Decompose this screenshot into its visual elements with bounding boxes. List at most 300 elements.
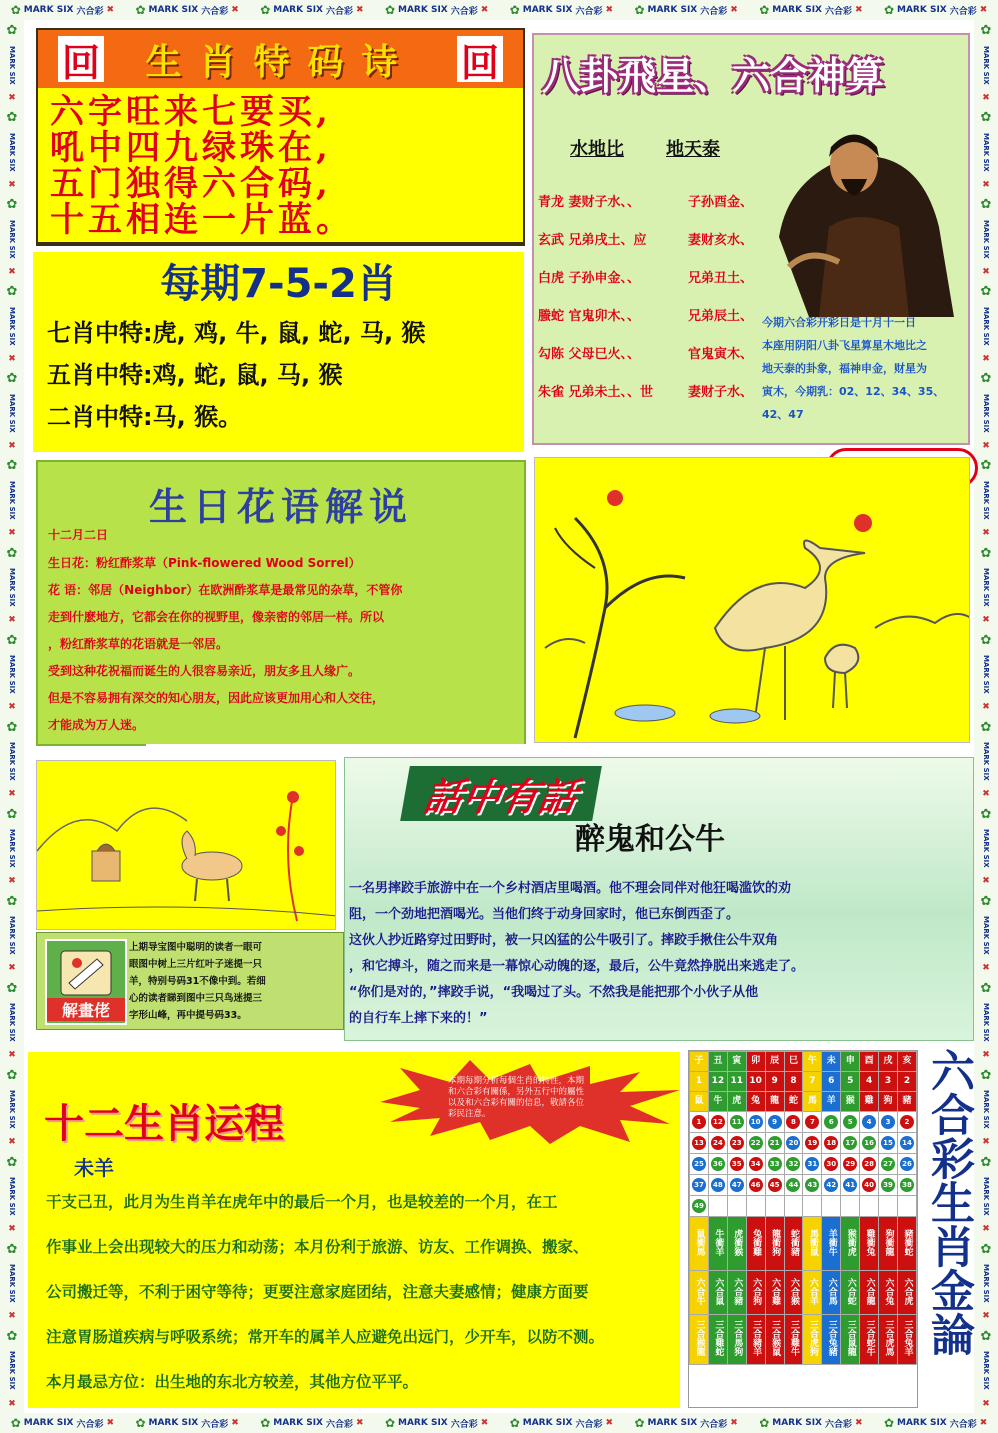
brand-en: MARK SIX (8, 219, 16, 259)
x-mark-icon: ✖ (982, 179, 990, 190)
number-ball: 5 (843, 1115, 857, 1129)
number-ball: 48 (711, 1178, 725, 1192)
frame-logo (11, 3, 114, 17)
number-ball: 41 (843, 1178, 857, 1192)
fortune-title: 十二生肖运程 (44, 1101, 284, 1147)
solution-icon (45, 939, 127, 1025)
starburst-text (448, 1076, 638, 1120)
x-mark-icon: ✖ (605, 1418, 614, 1428)
brand-cn: 六合彩 (450, 1419, 478, 1430)
number-ball: 33 (768, 1157, 782, 1171)
bagua-row-left: 玄武 兄弟戌土、应 (538, 232, 647, 248)
number-ball: 37 (692, 1178, 706, 1192)
x-mark-icon: ✖ (605, 5, 614, 15)
number-ball: 7 (805, 1115, 819, 1129)
brand-en: MARK SIX (982, 480, 990, 520)
frame-logo (759, 3, 862, 17)
x-mark-icon: ✖ (982, 1311, 990, 1322)
x-mark-icon: ✖ (480, 5, 489, 15)
brand-en: MARK SIX (8, 916, 16, 955)
flower-icon: ✿ (6, 893, 18, 909)
flower-icon: ✿ (260, 3, 271, 17)
fortune-line: 作事业上会出现较大的压力和动荡；本月份利于旅游、访友、工作调换、搬家、 (46, 1238, 589, 1256)
brand-cn: 六合彩 (575, 6, 603, 17)
flower-icon: ✿ (509, 1416, 520, 1430)
brand-en: MARK SIX (398, 5, 448, 15)
zodiac-sanhe: 三合猴龍 (694, 1320, 705, 1356)
bagua-note-line: 寅木，今期乳：02、12、34、35、 (762, 385, 945, 398)
frame-logo (385, 1416, 488, 1430)
number-ball: 36 (711, 1157, 725, 1171)
brand-cn: 六合彩 (201, 1419, 229, 1430)
zodiac-num: 10 (749, 1076, 762, 1086)
zodiac-num: 4 (865, 1076, 873, 1086)
flower-icon: ✿ (980, 545, 992, 561)
brand-cn: 六合彩 (201, 6, 229, 17)
flower-icon: ✿ (6, 1241, 18, 1257)
flower-icon: ✿ (980, 719, 992, 735)
brand-en: MARK SIX (522, 1418, 573, 1428)
frame-logo (260, 3, 363, 17)
number-ball: 14 (900, 1136, 914, 1150)
number-ball: 34 (749, 1157, 763, 1171)
x-mark-icon: ✖ (982, 528, 990, 539)
number-ball: 16 (862, 1136, 876, 1150)
poem-title: 生肖特码诗 (145, 41, 416, 83)
flower-icon: ✿ (980, 371, 992, 387)
x-mark-icon: ✖ (8, 1224, 16, 1235)
zodiac-conflict: 鼠衝馬 (694, 1228, 705, 1256)
brand-en: MARK SIX (8, 306, 16, 346)
x-mark-icon: ✖ (8, 92, 16, 103)
zodiac-branch: 酉 (864, 1056, 874, 1066)
zodiac-conflict: 馬衝鼠 (807, 1228, 818, 1256)
poem-panel (36, 28, 525, 246)
zodiac-conflict: 牛衝羊 (713, 1228, 724, 1256)
fortune-zodiac: 未羊 (74, 1156, 114, 1180)
flower-icon: ✿ (883, 3, 894, 17)
zodiac-num: 2 (903, 1076, 911, 1086)
zodiac-animal: 羊 (826, 1096, 836, 1106)
number-ball: 30 (824, 1157, 838, 1171)
number-ball: 20 (786, 1136, 800, 1150)
story-line: 的自行车上摔下来的！” (349, 1011, 488, 1026)
bagua-note-line: 本座用阴阳八卦飞星算星木地比之 (762, 339, 927, 352)
bagua-row-left: 螣蛇 官鬼卯木、、 (538, 308, 641, 324)
x-mark-icon: ✖ (982, 876, 990, 887)
brand-en: MARK SIX (8, 1177, 16, 1216)
number-ball: 9 (768, 1115, 782, 1129)
brand-en: MARK SIX (8, 1090, 16, 1129)
brand-en: MARK SIX (273, 1418, 323, 1428)
number-ball: 44 (786, 1178, 800, 1192)
x-mark-icon: ✖ (855, 1418, 863, 1428)
frame-logo (634, 3, 737, 17)
x-mark-icon: ✖ (982, 1050, 990, 1061)
frame-logo (634, 1416, 737, 1430)
poem-line: 五门独得六合码, (50, 164, 332, 204)
flower-icon: ✿ (980, 458, 992, 474)
picks-line: 二肖中特:马, 猴。 (47, 403, 243, 431)
number-ball: 24 (711, 1136, 725, 1150)
x-mark-icon: ✖ (356, 1418, 364, 1428)
number-ball: 12 (711, 1115, 725, 1129)
zodiac-num: 8 (790, 1076, 797, 1086)
flower-line: 受到这种花祝福而诞生的人很容易亲近，朋友多且人缘广。 (48, 664, 361, 678)
flower-icon: ✿ (980, 980, 992, 996)
zodiac-conflict: 羊衝牛 (826, 1228, 837, 1256)
brand-cn: 六合彩 (700, 1419, 728, 1430)
x-mark-icon: ✖ (8, 789, 16, 800)
flower-icon: ✿ (980, 110, 992, 126)
zodiac-branch: 子 (694, 1056, 704, 1066)
zodiac-sanhe: 三合蛇牛 (864, 1320, 875, 1356)
x-mark-icon: ✖ (982, 441, 990, 451)
brand-en: MARK SIX (897, 5, 947, 15)
bagua-row-right: 妻财亥水、 (688, 232, 754, 248)
zodiac-row (690, 1052, 917, 1072)
number-ball: 27 (881, 1157, 895, 1171)
zodiac-conflict: 龍衝狗 (770, 1228, 781, 1256)
brand-en: MARK SIX (982, 829, 990, 868)
x-mark-icon: ✖ (982, 92, 990, 103)
zodiac-branch: 丑 (713, 1056, 723, 1066)
zodiac-animal: 猴 (845, 1096, 855, 1106)
brand-en: MARK SIX (148, 5, 199, 15)
story-line: ，和它搏斗，随之而来是一幕惊心动魄的逐，最后，公牛竟然挣脱出来逃走了。 (349, 959, 805, 974)
poem-line: 吼中四九绿珠在, (50, 128, 332, 168)
x-mark-icon: ✖ (356, 5, 364, 15)
starburst-line: 以及和六合彩有關的信息，敬請各位 (448, 1098, 585, 1108)
flower-icon: ✿ (260, 1416, 271, 1430)
zodiac-conflict: 猴衝虎 (845, 1228, 856, 1256)
number-ball: 35 (730, 1157, 744, 1171)
number-ball: 4 (862, 1115, 876, 1129)
zodiac-animal: 兔 (751, 1096, 761, 1106)
solution-label: 解畫佬 (47, 998, 125, 1021)
poem-body (38, 88, 523, 242)
zodiac-table (688, 1050, 918, 1408)
story-panel (344, 757, 974, 1041)
bagua-row-left: 青龙 妻财子水、、 (538, 194, 641, 210)
flower-icon: ✿ (509, 3, 520, 17)
x-mark-icon: ✖ (8, 528, 16, 539)
zodiac-row (690, 1175, 917, 1196)
brand-en: MARK SIX (982, 916, 990, 955)
flower-icon: ✿ (759, 1416, 770, 1430)
poem-line: 六字旺来七要买, (50, 92, 332, 132)
zodiac-num: 1 (695, 1076, 703, 1086)
number-ball: 19 (805, 1136, 819, 1150)
flower-icon: ✿ (980, 632, 992, 648)
number-ball: 49 (692, 1199, 706, 1213)
x-mark-icon: ✖ (730, 5, 738, 15)
brand-cn: 六合彩 (824, 1419, 852, 1430)
brand-en: MARK SIX (982, 567, 990, 607)
x-mark-icon: ✖ (855, 5, 863, 15)
brand-en: MARK SIX (23, 5, 74, 15)
solution-line: 眼图中树上三片红叶子迷提一只 (129, 959, 263, 970)
flower-icon: ✿ (6, 980, 18, 996)
story-line: 这伙人抄近路穿过田野时，被一只凶猛的公牛吸引了。摔跤手揪住公牛双角 (349, 933, 779, 948)
zodiac-conflict: 兔衝雞 (751, 1228, 762, 1256)
brand-en: MARK SIX (982, 219, 990, 259)
solution-text (129, 939, 339, 1024)
number-ball: 47 (730, 1178, 744, 1192)
x-mark-icon: ✖ (982, 353, 990, 364)
zodiac-sanhe: 三合虎馬 (883, 1320, 894, 1356)
brand-cn: 六合彩 (949, 6, 977, 17)
brand-en: MARK SIX (8, 655, 16, 694)
flower-icon: ✿ (6, 806, 18, 822)
flower-icon: ✿ (10, 3, 21, 17)
bagua-row-left: 朱雀 兄弟未土、、世 (538, 384, 654, 400)
x-mark-icon: ✖ (8, 179, 16, 190)
zodiac-row (690, 1154, 917, 1175)
frame-logo (135, 1416, 238, 1430)
number-ball: 1 (692, 1115, 706, 1129)
bagua-title: 八卦飛星、六合神算 (542, 54, 885, 98)
poem-title-bar (38, 30, 523, 88)
brand-en: MARK SIX (982, 393, 990, 433)
fortune-panel (28, 1052, 680, 1408)
brand-en: MARK SIX (982, 1090, 990, 1129)
zodiac-branch: 午 (807, 1056, 817, 1066)
x-mark-icon: ✖ (8, 353, 16, 364)
zodiac-num: 6 (828, 1076, 835, 1086)
brand-en: MARK SIX (772, 5, 822, 15)
zodiac-liuhe: 六合牛 (694, 1277, 705, 1305)
picks-title: 每期7-5-2肖 (160, 261, 397, 307)
flower-icon: ✿ (6, 545, 18, 561)
story-line: “你们是对的，”摔跤手说，“我喝过了头。不然我是能把那个小伙子从他 (349, 985, 759, 1000)
x-mark-icon: ✖ (982, 1224, 990, 1235)
story-banner: 話中有話 (400, 766, 602, 821)
number-ball: 21 (768, 1136, 782, 1150)
starburst-line: 和六合彩有關係，另外五行中的屬性 (448, 1087, 585, 1097)
zodiac-sanhe: 三合猴鼠 (770, 1320, 781, 1356)
frame-logo (385, 3, 488, 17)
frame-logo (11, 1416, 114, 1430)
flower-icon: ✿ (980, 893, 992, 909)
x-mark-icon: ✖ (231, 5, 239, 15)
number-ball: 23 (730, 1136, 744, 1150)
picks-line: 五肖中特:鸡, 蛇, 鼠, 马, 猴 (47, 361, 343, 389)
number-ball: 29 (843, 1157, 857, 1171)
x-mark-icon: ✖ (982, 789, 990, 800)
flower-icon: ✿ (6, 1154, 18, 1170)
flower-icon: ✿ (135, 3, 146, 17)
zodiac-branch: 戌 (883, 1056, 893, 1066)
flower-line: 生日花：粉红酢浆草（Pink-flowered Wood Sorrel） (48, 556, 361, 570)
number-ball: 18 (824, 1136, 838, 1150)
number-ball: 3 (881, 1115, 895, 1129)
frame-glyph-right: 回 (457, 36, 503, 82)
bagua-col1-header: 水地比 (570, 139, 624, 160)
solution-line: 心的读者睇到图中三只鸟迷提三 (129, 993, 263, 1004)
brand-en: MARK SIX (982, 306, 990, 346)
number-ball: 32 (786, 1157, 800, 1171)
x-mark-icon: ✖ (982, 1137, 990, 1148)
flower-text (48, 550, 522, 739)
brand-en: MARK SIX (8, 742, 16, 781)
story-title: 醉鬼和公牛 (575, 822, 725, 857)
flower-icon: ✿ (6, 284, 18, 300)
flower-icon: ✿ (980, 1328, 992, 1344)
zodiac-sanhe: 三合雞蛇 (713, 1320, 724, 1356)
zodiac-liuhe: 六合鼠 (713, 1277, 724, 1305)
number-ball: 22 (749, 1136, 763, 1150)
zodiac-branch: 未 (826, 1056, 836, 1066)
brand-en: MARK SIX (8, 829, 16, 868)
frame-glyph-left: 回 (58, 36, 104, 82)
flower-icon: ✿ (980, 806, 992, 822)
flower-title: 生日花语解说 (148, 484, 413, 529)
number-ball: 15 (881, 1136, 895, 1150)
zodiac-branch: 巳 (788, 1056, 798, 1066)
fortune-line: 干支己丑，此月为生肖羊在虎年中的最后一个月，也是较差的一个月，在工 (46, 1193, 558, 1211)
zodiac-num: 9 (771, 1076, 778, 1086)
brand-en: MARK SIX (23, 1418, 74, 1428)
zodiac-animal: 雞 (864, 1096, 874, 1106)
bagua-panel (532, 33, 970, 445)
bagua-row-right: 妻财子水、 (688, 384, 754, 400)
x-mark-icon: ✖ (982, 702, 990, 713)
bagua-note-line: 地天泰的卦象，福神申金，财星为 (762, 362, 927, 375)
number-ball: 28 (862, 1157, 876, 1171)
painter-icon (47, 943, 125, 1003)
frame-logo (884, 1416, 987, 1430)
flower-icon: ✿ (759, 3, 770, 17)
x-mark-icon: ✖ (730, 1418, 738, 1428)
x-mark-icon: ✖ (982, 1398, 990, 1409)
frame-logo (884, 3, 987, 17)
brand-en: MARK SIX (647, 1418, 698, 1428)
zodiac-branch: 寅 (732, 1056, 742, 1066)
zodiac-liuhe: 六合龍 (864, 1277, 875, 1305)
picks-panel (33, 252, 524, 452)
story-line: 阻，一个劲地把酒喝光。当他们终于动身回家时，他已东倒西歪了。 (349, 907, 740, 922)
solution-panel (36, 932, 344, 1030)
fortune-line: 注意胃肠道疾病与呼吸系统；常开车的属羊人应避免出远门，少开车，以防不测。 (46, 1328, 605, 1346)
zodiac-branch: 卯 (751, 1056, 761, 1066)
x-mark-icon: ✖ (106, 1418, 115, 1428)
bagua-col2-header: 地天泰 (666, 139, 720, 160)
fortune-text (46, 1180, 676, 1405)
zodiac-row (690, 1271, 917, 1315)
brand-cn: 六合彩 (76, 1419, 104, 1430)
brand-en: MARK SIX (772, 1418, 822, 1428)
x-mark-icon: ✖ (8, 441, 16, 451)
zodiac-row (690, 1133, 917, 1154)
solution-line: 字形山峰，再中提号码33。 (129, 1010, 247, 1021)
zodiac-liuhe: 六合兔 (883, 1277, 894, 1305)
zodiac-conflict: 雞衝兔 (864, 1228, 875, 1256)
number-ball: 46 (749, 1178, 763, 1192)
brand-cn: 六合彩 (700, 6, 728, 17)
number-ball: 17 (843, 1136, 857, 1150)
flower-panel (36, 460, 526, 746)
number-ball: 13 (692, 1136, 706, 1150)
brand-en: MARK SIX (982, 132, 990, 172)
flower-line: 但是不容易拥有深交的知心朋友，因此应该更加用心和人交往， (48, 691, 385, 705)
brand-en: MARK SIX (982, 742, 990, 781)
zodiac-liuhe: 六合蛇 (845, 1277, 856, 1305)
brand-en: MARK SIX (982, 655, 990, 694)
zodiac-liuhe: 六合虎 (902, 1277, 913, 1305)
bagua-row-right: 官鬼寅木、 (688, 346, 754, 362)
starburst-line: 本期每期分析每個生肖的特性，本期 (448, 1076, 585, 1086)
bagua-row-left: 勾陈 父母巳火、、 (538, 346, 641, 362)
zodiac-sanhe: 三合鼠龍 (845, 1320, 856, 1356)
zodiac-row (690, 1217, 917, 1271)
frame-logo (759, 1416, 862, 1430)
zodiac-conflict: 狗衝龍 (883, 1228, 894, 1256)
flower-line: 花 语：邻居（Neighbor）在欧洲酢浆草是最常见的杂草，不管你 (48, 583, 403, 597)
x-mark-icon: ✖ (8, 1398, 16, 1409)
top-border (0, 0, 998, 20)
number-ball: 6 (824, 1115, 838, 1129)
zodiac-animal: 馬 (807, 1096, 817, 1106)
flower-icon: ✿ (634, 3, 645, 17)
zodiac-row (690, 1315, 917, 1365)
flower-icon: ✿ (6, 197, 18, 213)
x-mark-icon: ✖ (982, 963, 990, 974)
left-border (0, 20, 24, 1413)
brand-cn: 六合彩 (575, 1419, 603, 1430)
zodiac-animal: 蛇 (788, 1096, 798, 1106)
bagua-row-right: 兄弟丑土、 (688, 270, 754, 286)
number-ball: 8 (786, 1115, 800, 1129)
zodiac-animal: 鼠 (694, 1096, 704, 1106)
bird-image (534, 457, 970, 743)
x-mark-icon: ✖ (231, 1418, 239, 1428)
zodiac-sanhe: 三合豬羊 (751, 1320, 762, 1356)
x-mark-icon: ✖ (8, 1137, 16, 1148)
brand-en: MARK SIX (398, 1418, 448, 1428)
flower-line: 走到什麽地方，它都会在你的视野里，像亲密的邻居一样。所以 (48, 610, 385, 624)
x-mark-icon: ✖ (8, 963, 16, 974)
bagua-row-right: 子孙酉金、 (688, 194, 754, 210)
x-mark-icon: ✖ (8, 1050, 16, 1061)
frame-logo (510, 3, 613, 17)
zodiac-row (690, 1072, 917, 1092)
zodiac-liuhe: 六合狗 (751, 1277, 762, 1305)
flower-icon: ✿ (980, 1154, 992, 1170)
flower-icon: ✿ (10, 1416, 21, 1430)
zodiac-num: 5 (847, 1076, 854, 1086)
zodiac-sanhe: 三合兔羊 (902, 1320, 913, 1356)
x-mark-icon: ✖ (480, 1418, 489, 1428)
x-mark-icon: ✖ (8, 1311, 16, 1322)
flower-icon: ✿ (6, 110, 18, 126)
flower-icon: ✿ (980, 1067, 992, 1083)
zodiac-animal: 狗 (883, 1096, 893, 1106)
brand-en: MARK SIX (897, 1418, 947, 1428)
flower-icon: ✿ (6, 719, 18, 735)
brand-cn: 六合彩 (325, 1419, 353, 1430)
flower-icon: ✿ (6, 23, 18, 39)
number-ball: 11 (730, 1115, 744, 1129)
x-mark-icon: ✖ (8, 615, 16, 626)
zodiac-num: 7 (809, 1076, 816, 1086)
x-mark-icon: ✖ (982, 266, 990, 277)
bagua-note (762, 311, 968, 426)
story-line: 一名男摔跤手旅游中在一个乡村酒店里喝酒。他不理会同伴对他狂喝滥饮的劝 (349, 881, 792, 896)
frame-logo (260, 1416, 363, 1430)
zodiac-row (690, 1112, 917, 1133)
number-ball: 31 (805, 1157, 819, 1171)
